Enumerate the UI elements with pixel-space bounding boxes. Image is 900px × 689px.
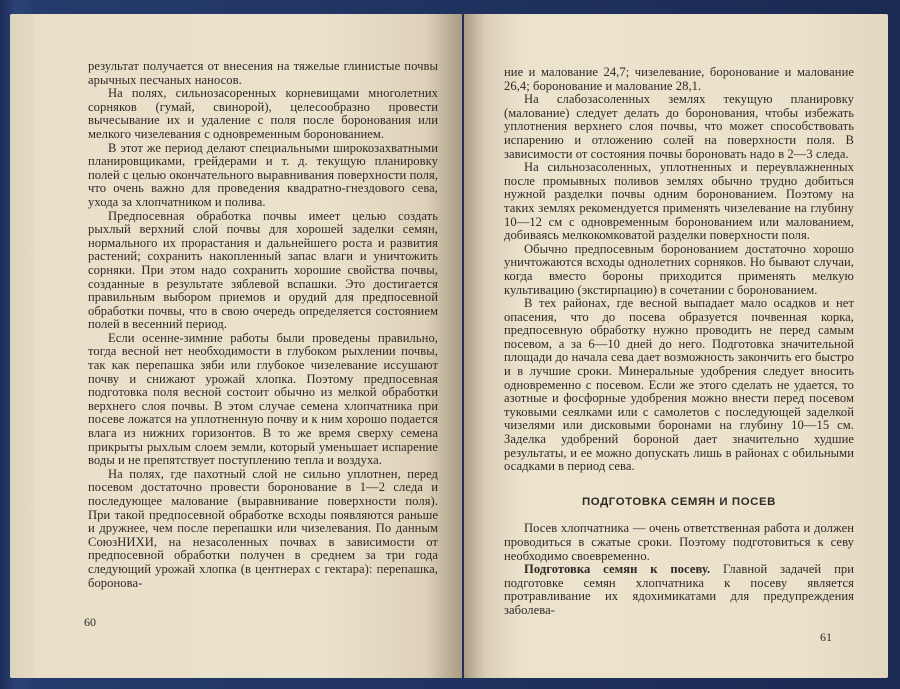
left-paragraph-6: На полях, где пахотный слой не сильно уплотнен, перед посевом достаточно провести боронование в 1—2 следа и последующее малование (выравнивание поверхности поля). При такой предпосевной обработке всходы появляются раньше и дружнее, чем после перепашки или чизелевания. По данным СоюзНИХИ, на незасоленных почвах в зависимости от предпосевной обработки получен в среднем за три года следующий урожай хлопка (в центнерах с гектара): перепашка, боронова- — [88, 466, 438, 590]
left-page-text — [88, 60, 438, 590]
right-paragraph-7 — [504, 563, 854, 617]
left-paragraph-3: В этот же период делают специальными широкозахватными планировщиками, грейдерами и т. д. текущую планировку полей с целью окончательного выравнивания поверхности поля, что очень важно для проведения квадратно-гнездового сева, ухода за хлопчатником и полива. — [88, 140, 438, 209]
left-page — [10, 14, 462, 678]
right-paragraph-7-text: Главной задачей при подготовке семян хлопчатника к посеву является протравливание их ядохимикатами для предупреждения заболева- — [504, 562, 854, 617]
left-paragraph-4: Предпосевная обработка почвы имеет целью создать рыхлый верхний слой почвы для хорошей заделки семян, нормального их прорастания и дальнейшего роста и развития растений; сохранить накопленный запас влаги и уничтожить сорняки. При этом надо сохранить хорошие свойства почвы, созданные в результате зяблевой вспашки. Это достигается правильным выбором приемов и орудий для предпосевной обработки почвы, что в свою очередь определяется состоянием полей в весенний период. — [88, 208, 438, 332]
right-paragraph-6: Посев хлопчатника — очень ответственная работа и должен проводиться в сжатые сроки. Поэтому подготовиться к севу необходимо своевременно. — [504, 521, 854, 563]
right-paragraph-1: ние и малование 24,7; чизелевание, боронование и малование 26,4; боронование и малование 28,1. — [504, 65, 854, 93]
right-paragraph-2: На слабозасоленных землях текущую планировку (малование) следует делать до боронования, чтобы избежать уплотнения верхнего слоя почвы, что может способствовать испарению и отложению солей на поверхности поля. В зависимости от состояния почвы бороновать надо в 2—3 следа. — [504, 92, 854, 161]
subheading-inline: Подготовка семян к посеву. — [524, 562, 711, 577]
left-paragraph-5: Если осенне-зимние работы были проведены правильно, тогда весной нет необходимости в глубоком рыхлении почвы, так как перепашка зяби или глубокое чизелевание иссушают почву и снижают урожай хлопка. Поэтому предпосевная подготовка поля весной состоит обычно из мелкой обработки верхнего слоя почвы. В этом случае семена хлопчатника при посеве ложатся на уплотненную почву и к ним хорошо подается влага из нижних горизонтов. В то же время сверху семена прикрыты рыхлым слоем земли, который уменьшает испарение воды и не препятствует поступлению тепла и воздуха. — [88, 330, 438, 468]
right-page-text — [504, 66, 854, 618]
right-paragraph-4: Обычно предпосевным боронованием достаточно хорошо уничтожаются всходы однолетних сорняков. Но бывают случаи, когда вместо бороны приходится применять мелкую культивацию (экстирпацию) в сочетании с боронованием. — [504, 241, 854, 297]
right-page-number: 61 — [820, 630, 832, 644]
left-page-number: 60 — [84, 615, 96, 629]
left-paragraph-1: результат получается от внесения на тяжелые глинистые почвы арычных песчаных наносов. — [88, 59, 438, 87]
section-heading: ПОДГОТОВКА СЕМЯН И ПОСЕВ — [581, 495, 777, 508]
right-paragraph-3: На сильнозасоленных, уплотненных и переувлажненных после промывных поливов землях обычно трудно добиться нужной разделки почвы одним боронованием. Поэтому на таких землях рекомендуется применять чизелевание на глубину 10—12 см с одновременным боронованием или малованием, добиваясь мелкокомковатой разделки поверхности поля. — [504, 160, 854, 243]
right-page — [464, 14, 888, 678]
right-paragraph-5: В тех районах, где весной выпадает мало осадков и нет опасения, что до посева образуется почвенная корка, предпосевную обработку нужно проводить не перед самым посевом, а за 6—10 дней до него. Подготовка значительной площади до начала сева дает возможность закончить его быстро и в лучшие сроки. Минеральные удобрения следует вносить одновременно с посевом. Если же этого сделать не удается, то азотные и фосфорные удобрения можно внести перед посевом туковыми сеялками или с самолетов с последующей заделкой чизелями или дисковыми боронами на глубину 10—15 см. Заделка удобрений бороной дает значительно худшие результаты, и ее можно допускать лишь в районах с обильными осадками в период сева. — [504, 296, 854, 474]
left-paragraph-2: На полях, сильнозасоренных корневищами многолетних сорняков (гумай, свинорой), целесообразно провести вычесывание их и удаление с поля после боронования или мелкого чизелевания с одновременным боронованием. — [88, 86, 438, 141]
